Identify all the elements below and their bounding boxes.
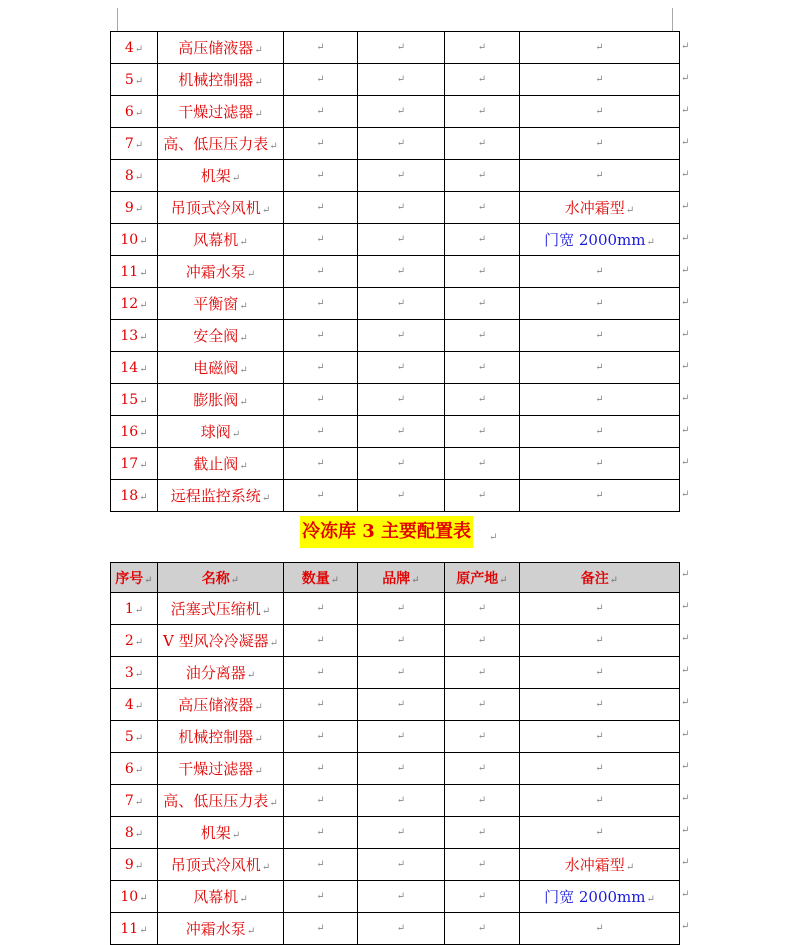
cell-origin[interactable]: ↵ [445, 849, 520, 881]
row-end-mark: ↵ [681, 329, 690, 340]
cell-remarks[interactable]: 门宽 2000mm↵ [520, 881, 680, 913]
cell-brand[interactable]: ↵ [358, 416, 445, 448]
row-end-mark: ↵ [681, 457, 690, 468]
page-margin-marker-right [672, 8, 673, 31]
table-row [111, 721, 680, 753]
cell-quantity[interactable]: ↵ [284, 256, 358, 288]
cell-origin[interactable]: ↵ [445, 320, 520, 352]
cell-name[interactable]: 高压储液器↵ [158, 32, 284, 64]
table-row [111, 96, 680, 128]
row-end-mark: ↵ [681, 41, 690, 52]
cell-quantity[interactable]: ↵ [284, 881, 358, 913]
cell-remarks[interactable]: ↵ [520, 913, 680, 945]
row-end-mark: ↵ [681, 921, 690, 932]
cell-index[interactable]: 10↵ [111, 881, 158, 913]
table-row [111, 352, 680, 384]
cell-index[interactable]: 17↵ [111, 448, 158, 480]
cell-origin[interactable]: ↵ [445, 721, 520, 753]
row-end-mark: ↵ [681, 569, 690, 580]
cell-origin[interactable]: ↵ [445, 128, 520, 160]
table-row [111, 288, 680, 320]
row-end-mark: ↵ [681, 105, 690, 116]
cell-brand[interactable]: ↵ [358, 32, 445, 64]
row-end-mark: ↵ [681, 169, 690, 180]
cell-name[interactable]: 冲霜水泵↵ [158, 913, 284, 945]
cell-quantity[interactable]: ↵ [284, 657, 358, 689]
cell-name[interactable]: 球阀↵ [158, 416, 284, 448]
table-row [111, 785, 680, 817]
cell-origin[interactable]: ↵ [445, 160, 520, 192]
cell-name[interactable]: 远程监控系统↵ [158, 480, 284, 512]
row-end-mark: ↵ [681, 73, 690, 84]
cell-brand[interactable]: ↵ [358, 288, 445, 320]
cell-remarks[interactable]: ↵ [520, 128, 680, 160]
row-end-mark: ↵ [681, 489, 690, 500]
paragraph-mark: ↵ [489, 532, 498, 543]
cell-name[interactable]: 截止阀↵ [158, 448, 284, 480]
cell-origin[interactable]: ↵ [445, 96, 520, 128]
table-row [111, 448, 680, 480]
cell-origin[interactable]: ↵ [445, 64, 520, 96]
cell-brand[interactable]: ↵ [358, 64, 445, 96]
cell-quantity[interactable]: ↵ [284, 64, 358, 96]
table-row [111, 657, 680, 689]
cell-brand[interactable]: ↵ [358, 384, 445, 416]
cell-brand[interactable]: ↵ [358, 881, 445, 913]
cell-origin[interactable]: ↵ [445, 384, 520, 416]
page-margin-marker-left [117, 8, 118, 31]
table-row [111, 192, 680, 224]
cell-name[interactable]: 高、低压压力表↵ [158, 128, 284, 160]
row-end-mark: ↵ [681, 297, 690, 308]
cell-remarks[interactable]: ↵ [520, 448, 680, 480]
cell-name[interactable]: 电磁阀↵ [158, 352, 284, 384]
cell-index[interactable]: 2↵ [111, 625, 158, 657]
row-end-mark: ↵ [681, 889, 690, 900]
cell-remarks[interactable]: 水冲霜型↵ [520, 192, 680, 224]
cell-quantity[interactable]: ↵ [284, 480, 358, 512]
table-row [111, 881, 680, 913]
cell-quantity[interactable]: ↵ [284, 593, 358, 625]
cell-origin[interactable]: ↵ [445, 753, 520, 785]
cell-index[interactable]: 11↵ [111, 256, 158, 288]
cell-brand[interactable]: ↵ [358, 913, 445, 945]
cell-name[interactable]: 干燥过滤器↵ [158, 96, 284, 128]
cell-quantity[interactable]: ↵ [284, 416, 358, 448]
cell-remarks[interactable]: ↵ [520, 593, 680, 625]
row-end-mark: ↵ [681, 793, 690, 804]
header-index: 序号↵ [111, 563, 158, 593]
cell-brand[interactable]: ↵ [358, 480, 445, 512]
row-end-mark: ↵ [681, 857, 690, 868]
cell-quantity[interactable]: ↵ [284, 384, 358, 416]
cell-brand[interactable]: ↵ [358, 721, 445, 753]
cell-brand[interactable]: ↵ [358, 448, 445, 480]
cell-quantity[interactable]: ↵ [284, 32, 358, 64]
cell-name[interactable]: 膨胀阀↵ [158, 384, 284, 416]
header-quantity: 数量↵ [284, 563, 358, 593]
row-end-mark: ↵ [681, 137, 690, 148]
cell-index[interactable]: 5↵ [111, 64, 158, 96]
cell-name[interactable]: 高压储液器↵ [158, 689, 284, 721]
table-header-row [111, 563, 680, 593]
table-row [111, 913, 680, 945]
header-remarks: 备注↵ [520, 563, 680, 593]
row-end-mark: ↵ [681, 665, 690, 676]
cell-name[interactable]: 油分离器↵ [158, 657, 284, 689]
cell-brand[interactable]: ↵ [358, 192, 445, 224]
cell-quantity[interactable]: ↵ [284, 849, 358, 881]
cell-quantity[interactable]: ↵ [284, 288, 358, 320]
table-row [111, 128, 680, 160]
cell-remarks[interactable]: ↵ [520, 753, 680, 785]
table-row [111, 849, 680, 881]
cell-brand[interactable]: ↵ [358, 160, 445, 192]
cell-brand[interactable]: ↵ [358, 593, 445, 625]
table-row [111, 32, 680, 64]
cell-remarks[interactable]: ↵ [520, 320, 680, 352]
table-row [111, 64, 680, 96]
cell-brand[interactable]: ↵ [358, 128, 445, 160]
cell-index[interactable]: 10↵ [111, 224, 158, 256]
cell-index[interactable]: 4↵ [111, 689, 158, 721]
table-row [111, 480, 680, 512]
cell-index[interactable]: 14↵ [111, 352, 158, 384]
cell-brand[interactable]: ↵ [358, 817, 445, 849]
cell-quantity[interactable]: ↵ [284, 913, 358, 945]
cell-quantity[interactable]: ↵ [284, 320, 358, 352]
cell-index[interactable]: 8↵ [111, 817, 158, 849]
cell-origin[interactable]: ↵ [445, 416, 520, 448]
cell-origin[interactable]: ↵ [445, 32, 520, 64]
cell-quantity[interactable]: ↵ [284, 224, 358, 256]
cell-origin[interactable]: ↵ [445, 881, 520, 913]
cell-index[interactable]: 3↵ [111, 657, 158, 689]
cell-origin[interactable]: ↵ [445, 913, 520, 945]
cell-origin[interactable]: ↵ [445, 817, 520, 849]
header-brand: 品牌↵ [358, 563, 445, 593]
cell-remarks[interactable]: ↵ [520, 480, 680, 512]
row-end-mark: ↵ [681, 601, 690, 612]
cell-brand[interactable]: ↵ [358, 785, 445, 817]
cell-brand[interactable]: ↵ [358, 256, 445, 288]
cell-brand[interactable]: ↵ [358, 96, 445, 128]
cell-index[interactable]: 9↵ [111, 849, 158, 881]
cell-name[interactable]: 冲霜水泵↵ [158, 256, 284, 288]
row-end-mark: ↵ [681, 825, 690, 836]
cell-origin[interactable]: ↵ [445, 625, 520, 657]
cell-remarks[interactable]: ↵ [520, 785, 680, 817]
cell-brand[interactable]: ↵ [358, 320, 445, 352]
cell-brand[interactable]: ↵ [358, 625, 445, 657]
cell-index[interactable]: 7↵ [111, 785, 158, 817]
row-end-mark: ↵ [681, 425, 690, 436]
cell-remarks[interactable]: ↵ [520, 625, 680, 657]
cell-remarks[interactable]: 门宽 2000mm↵ [520, 224, 680, 256]
cell-name[interactable]: 风幕机↵ [158, 881, 284, 913]
table-row [111, 160, 680, 192]
cell-name[interactable]: 安全阀↵ [158, 320, 284, 352]
cell-quantity[interactable]: ↵ [284, 817, 358, 849]
row-end-mark: ↵ [681, 393, 690, 404]
cell-index[interactable]: 1↵ [111, 593, 158, 625]
cell-name[interactable]: 活塞式压缩机↵ [158, 593, 284, 625]
cell-remarks[interactable]: ↵ [520, 384, 680, 416]
cell-quantity[interactable]: ↵ [284, 689, 358, 721]
cell-quantity[interactable]: ↵ [284, 96, 358, 128]
cell-remarks[interactable]: ↵ [520, 288, 680, 320]
row-end-mark: ↵ [681, 633, 690, 644]
cell-index[interactable]: 6↵ [111, 96, 158, 128]
table-row [111, 320, 680, 352]
cell-brand[interactable]: ↵ [358, 352, 445, 384]
cell-brand[interactable]: ↵ [358, 224, 445, 256]
cell-index[interactable]: 5↵ [111, 721, 158, 753]
cell-index[interactable]: 7↵ [111, 128, 158, 160]
cell-remarks[interactable]: ↵ [520, 689, 680, 721]
header-origin: 原产地↵ [445, 563, 520, 593]
section-title: 冷冻库 3 主要配置表 [300, 516, 473, 548]
cell-quantity[interactable]: ↵ [284, 785, 358, 817]
table-row [111, 689, 680, 721]
cell-origin[interactable]: ↵ [445, 192, 520, 224]
cell-index[interactable]: 8↵ [111, 160, 158, 192]
cell-remarks[interactable]: ↵ [520, 96, 680, 128]
cell-origin[interactable]: ↵ [445, 785, 520, 817]
cell-remarks[interactable]: ↵ [520, 416, 680, 448]
cell-remarks[interactable]: ↵ [520, 64, 680, 96]
row-end-mark: ↵ [681, 233, 690, 244]
row-end-mark: ↵ [681, 201, 690, 212]
table-row [111, 224, 680, 256]
freezer-3-config-table [110, 562, 680, 945]
cell-origin[interactable]: ↵ [445, 657, 520, 689]
cell-remarks[interactable]: ↵ [520, 352, 680, 384]
cell-quantity[interactable]: ↵ [284, 721, 358, 753]
row-end-mark: ↵ [681, 697, 690, 708]
cell-name[interactable]: 机械控制器↵ [158, 64, 284, 96]
table-row [111, 416, 680, 448]
cell-origin[interactable]: ↵ [445, 256, 520, 288]
cell-index[interactable]: 13↵ [111, 320, 158, 352]
cell-name[interactable]: 机械控制器↵ [158, 721, 284, 753]
equipment-table-continued [110, 31, 680, 512]
cell-index[interactable]: 15↵ [111, 384, 158, 416]
cell-quantity[interactable]: ↵ [284, 448, 358, 480]
cell-remarks[interactable]: ↵ [520, 32, 680, 64]
cell-remarks[interactable]: ↵ [520, 657, 680, 689]
cell-quantity[interactable]: ↵ [284, 128, 358, 160]
cell-index[interactable]: 18↵ [111, 480, 158, 512]
cell-brand[interactable]: ↵ [358, 657, 445, 689]
cell-quantity[interactable]: ↵ [284, 753, 358, 785]
cell-origin[interactable]: ↵ [445, 352, 520, 384]
cell-name[interactable]: 平衡窗↵ [158, 288, 284, 320]
cell-remarks[interactable]: ↵ [520, 256, 680, 288]
cell-origin[interactable]: ↵ [445, 224, 520, 256]
cell-name[interactable]: V 型风冷冷凝器↵ [158, 625, 284, 657]
cell-name[interactable]: 机架↵ [158, 817, 284, 849]
cell-name[interactable]: 风幕机↵ [158, 224, 284, 256]
cell-quantity[interactable]: ↵ [284, 625, 358, 657]
cell-origin[interactable]: ↵ [445, 480, 520, 512]
cell-remarks[interactable]: 水冲霜型↵ [520, 849, 680, 881]
table-row [111, 384, 680, 416]
table-row [111, 593, 680, 625]
cell-brand[interactable]: ↵ [358, 753, 445, 785]
table-row [111, 256, 680, 288]
cell-index[interactable]: 12↵ [111, 288, 158, 320]
cell-name[interactable]: 吊顶式冷风机↵ [158, 849, 284, 881]
cell-origin[interactable]: ↵ [445, 689, 520, 721]
cell-index[interactable]: 4↵ [111, 32, 158, 64]
cell-brand[interactable]: ↵ [358, 849, 445, 881]
cell-index[interactable]: 9↵ [111, 192, 158, 224]
cell-quantity[interactable]: ↵ [284, 352, 358, 384]
cell-name[interactable]: 吊顶式冷风机↵ [158, 192, 284, 224]
cell-name[interactable]: 机架↵ [158, 160, 284, 192]
cell-index[interactable]: 16↵ [111, 416, 158, 448]
row-end-mark: ↵ [681, 729, 690, 740]
cell-remarks[interactable]: ↵ [520, 817, 680, 849]
table-row [111, 625, 680, 657]
row-end-mark: ↵ [681, 761, 690, 772]
cell-origin[interactable]: ↵ [445, 288, 520, 320]
cell-index[interactable]: 11↵ [111, 913, 158, 945]
cell-index[interactable]: 6↵ [111, 753, 158, 785]
cell-quantity[interactable]: ↵ [284, 192, 358, 224]
row-end-mark: ↵ [681, 265, 690, 276]
cell-origin[interactable]: ↵ [445, 448, 520, 480]
cell-name[interactable]: 干燥过滤器↵ [158, 753, 284, 785]
cell-brand[interactable]: ↵ [358, 689, 445, 721]
cell-remarks[interactable]: ↵ [520, 721, 680, 753]
table-row [111, 753, 680, 785]
cell-origin[interactable]: ↵ [445, 593, 520, 625]
table-row [111, 817, 680, 849]
cell-quantity[interactable]: ↵ [284, 160, 358, 192]
header-name: 名称↵ [158, 563, 284, 593]
row-end-mark: ↵ [681, 361, 690, 372]
cell-name[interactable]: 高、低压压力表↵ [158, 785, 284, 817]
cell-remarks[interactable]: ↵ [520, 160, 680, 192]
